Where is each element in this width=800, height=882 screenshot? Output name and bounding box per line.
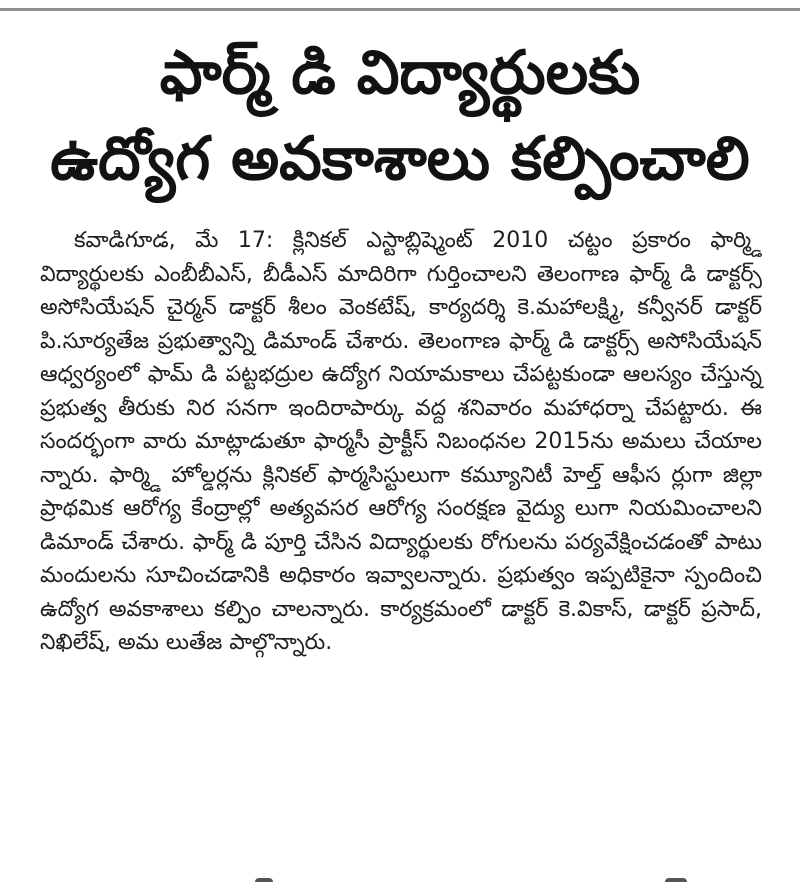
news-article [0,30,800,660]
article-body: కవాడిగూడ, మే 17: క్లినికల్ ఎస్టాబ్లిష్మెంట్ 2010 చట్టం ప్రకారం ఫార్మ్డి విద్యార్థులకు ఎంబీబీఎస్, బీడీఎస్ మాదిరిగా గుర్తించాలని తెలంగాణ ఫార్మ్ డి డాక్టర్స్ అసోసియేషన్ చైర్మన్ డాక్టర్ శీలం వెంకటేష్, కార్యదర్శి కె.మహాలక్ష్మి, కన్వీనర్ డాక్టర్ పి.సూర్యతేజ ప్రభుత్వాన్ని డిమాండ్ చేశారు. తెలంగాణ ఫార్మ్ డి డాక్టర్స్ అసోసియేషన్ ఆధ్వర్యంలో ఫామ్ డి పట్టభద్రుల ఉద్యోగ నియామకాలు చేపట్టకుండా ఆలస్యం చేస్తున్న ప్రభుత్వ తీరుకు నిర సనగా ఇందిరాపార్కు వద్ద శనివారం మహాధర్నా చేపట్టారు. ఈ సందర్భంగా వారు మాట్లాడుతూ ఫార్మసీ ప్రాక్టీస్ నిబంధనల 2015ను అమలు చేయాల న్నారు. ఫార్మ్డి హోల్డర్లను క్లినికల్ ఫార్మసిస్టులుగా కమ్యూనిటీ హెల్త్ ఆఫీస ర్లుగా జిల్లా ప్రాథమిక ఆరోగ్య కేంద్రాల్లో అత్యవసర ఆరోగ్య సంరక్షణ వైద్యు లుగా నియమించాలని డిమాండ్ చేశారు. ఫార్మ్ డి పూర్తి చేసిన విద్యార్థులకు రోగులను పర్యవేక్షించడంతో పాటు మందులను సూచించడానికి అధికారం ఇవ్వాలన్నారు. ప్రభుత్వం ఇప్పటికైనా స్పందించి ఉద్యోగ అవకాశాలు కల్పిం చాలన్నారు. కార్యక్రమంలో డాక్టర్ కె.వికాస్, డాక్టర్ ప్రసాద్, నిఖిలేష్, అమ లుతేజ పాల్గొన్నారు. [40,228,762,655]
headline-line-1: ఫార్మ్ డి విద్యార్థులకు [159,38,641,108]
top-divider [0,8,800,11]
headline [0,30,800,202]
cut-text-fragment [665,878,687,882]
headline-line-2: ఉద్యోగ అవకాశాలు కల్పించాలి [50,124,750,194]
cut-text-fragment [255,878,273,882]
bottom-cut-edge [0,876,800,882]
